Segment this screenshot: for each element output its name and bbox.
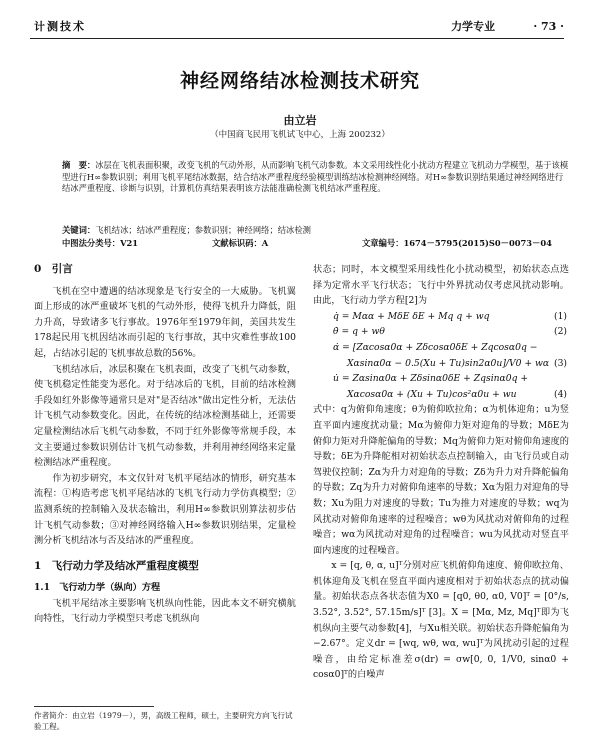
equation-4-line-2 xyxy=(313,387,569,403)
abstract-label: 摘 要： xyxy=(62,160,96,170)
equation-2 xyxy=(313,324,569,340)
variable-definitions: 式中：q为俯仰角速度；θ为俯仰欧拉角；α为机体迎角；u为竖直平面内速度扰动量；Mα为俯仰力矩对迎角的导数；MδE为俯仰力矩对升降舵偏角的导数；Mq为俯仰力矩对俯仰角速度的导数；δE为升降舵相对初始状态点控制输入，由飞行员或自动驾驶仪控制；Zα为升力对迎角的导数；Zδ为升力对升降舵偏角的导数；Zq为升力对俯仰角速率的导数；Xα为阻力对迎角的导数；Xu为阻力对速度的导数；Tu为推力对速度的导数；wq为风扰动对俯仰角速率的过程噪音；wθ为风扰动对俯仰角的过程噪音；wα为风扰动对迎角的过程噪音；wu为风扰动对竖直平面内速度的过程噪音。 xyxy=(313,404,569,556)
running-header xyxy=(34,18,564,34)
equation-3-body-1: α̇ = [Zαcosα0α + Zδcosα0δE + Zqcosα0q − xyxy=(333,341,538,353)
equation-1-number: (1) xyxy=(553,310,567,322)
keywords xyxy=(62,224,570,236)
left-column xyxy=(34,262,296,627)
intro-paragraph-2: 飞机结冰后，冰层积聚在飞机表面，改变了飞机气动参数，使飞机稳定性能变为恶化。对于结冰后的飞机，目前的结冰检测手段如红外影像等通常只是对"是否结冰"做出定性分析，无法估计飞机气动参数变化。因此，在传统的结冰检测基础上，还需要定量检测结冰后飞机气动参数，不同于红外影像等常规手段，本文主要通过参数识别估计飞机气动参数，并利用神经网络来定量检测结冰严重程度。 xyxy=(34,363,296,469)
article-number: 文章编号：1674－5795(2015)S0－0073－04 xyxy=(362,238,552,248)
section-heading-model: 1 飞行动力学及结冰严重程度模型 xyxy=(34,559,199,572)
equation-3-line-1 xyxy=(313,340,569,356)
author-affiliation: （中国商飞民用飞机试飞中心，上海 200232） xyxy=(210,130,390,140)
state-vector-paragraph: x = [q, θ, α, u]ᵀ分别对应飞机俯仰角速度、俯仰欧拉角、机体迎角及飞机在竖直平面内速度相对于初始状态点的扰动偏量。初始状态点各状态值为X0 = [q0, θ0, α0, V0]ᵀ = [0°/s, 3.52°, 3.52°, 57.15m/s]ᵀ [3]。X = [Mα, Mz, Mq]ᵀ即为飞机纵向主要气动参数[4]，与Xu相关联。初始状态升降舵偏角为 −2.67°。定义dr = [wq, wθ, wα, wu]ᵀ为风扰动引起的过程噪音，由给定标准差σ(dr) = σw[0, 0, 1/V0, sinα0 + cosα0]ᵀ的白噪声 xyxy=(313,560,569,681)
intro-paragraph-1: 飞机在空中遭遇的结冰现象是飞行安全的一大威胁。飞机翼面上形成的冰严重破坏飞机的气动外形，使得飞机升力降低，阻力升高，导致诸多飞行事故。1976年至1979年间，美国共发生178起民用飞机因结冰而引起的飞行事故，其中灾难性事故100起，占结冰引起的飞机事故总数的56%。 xyxy=(34,285,296,359)
header-rule xyxy=(30,38,564,39)
footnote-rule xyxy=(34,706,154,707)
section-name: 力学专业 xyxy=(451,20,496,33)
model-paragraph-1: 飞机平尾结冰主要影响飞机纵向性能，因此本文不研究横航向特性，飞行动力学模型只考虑飞机纵向 xyxy=(34,597,296,625)
author-footnote: 作者简介：由立岩（1979－），男，高级工程师，硕士，主要研究方向飞行试验工程。 xyxy=(34,711,293,731)
author-name: 由立岩 xyxy=(283,114,317,127)
abstract xyxy=(62,160,570,195)
equation-3-line-2 xyxy=(313,356,569,372)
right-column xyxy=(313,262,569,683)
equation-2-number: (2) xyxy=(553,326,567,338)
equation-1-body: q̇ = Mαα + MδE δE + Mq q + wq xyxy=(333,310,490,322)
section-and-page xyxy=(451,18,564,34)
intro-paragraph-3: 作为初步研究，本文仅针对飞机平尾结冰的情形，研究基本流程：①构造考虑飞机平尾结冰的飞机飞行动力学仿真模型；②监测系统的控制输入及状态输出，利用H∞参数识别算法初步估计飞机气动参数；③对神经网络输入H∞参数识别结果，定量检测分析飞机结冰与否及结冰的严重程度。 xyxy=(34,472,296,547)
equation-4-number: (4) xyxy=(553,388,567,400)
clc-number: 中图法分类号：V21 xyxy=(62,238,139,248)
subsection-heading-longitudinal: 1.1 飞行动力学（纵向）方程 xyxy=(34,582,161,594)
section-heading-intro: 0 引言 xyxy=(34,263,73,275)
equation-4-body-2: Xαcosα0α + (Xu + Tu)cos²α0u + wu xyxy=(347,388,517,400)
equation-4-body-1: u̇ = Zαsinα0α + Zδsinα0δE + Zqsinα0q + xyxy=(333,373,529,385)
equation-1 xyxy=(313,309,569,325)
equation-3-body-2: Xαsinα0α − 0.5(Xu + Tu)sin2α0u]/V0 + wα xyxy=(347,357,550,369)
paper-title: 神经网络结冰检测技术研究 xyxy=(179,70,420,92)
keywords-label: 关键词： xyxy=(62,225,96,235)
equation-2-body: θ̇ = q + wθ xyxy=(333,326,385,338)
continued-paragraph: 状态；同时，本文模型采用线性化小扰动模型，初始状态点选择为定常水平飞行状态；飞行中外界扰动仅考虑风扰动影响。由此，飞行动力学方程[2]为 xyxy=(313,264,569,307)
keywords-text: 飞机结冰；结冰严重程度；参数识别；神经网络；结冰检测 xyxy=(95,225,311,235)
journal-name: 计测技术 xyxy=(34,20,86,33)
equation-3-number: (3) xyxy=(553,357,567,369)
abstract-text: 冰层在飞机表面积聚，改变飞机的气动外形，从而影响飞机气动参数。本文采用线性化小扰动方程建立飞机动力学模型，基于该模型进行H∞参数识别；利用飞机平尾结冰数据，结合结冰严重程度经验模型训练结冰检测神经网络。对H∞参数识别结果通过神经网络进行结冰严重程度、诊断与识别，计算机仿真结果表明该方法能准确检测飞机结冰严重程度。 xyxy=(62,160,569,194)
equation-4-line-1 xyxy=(313,371,569,387)
page-number: · 73 · xyxy=(533,20,564,33)
document-code: 文献标识码：A xyxy=(212,238,269,248)
